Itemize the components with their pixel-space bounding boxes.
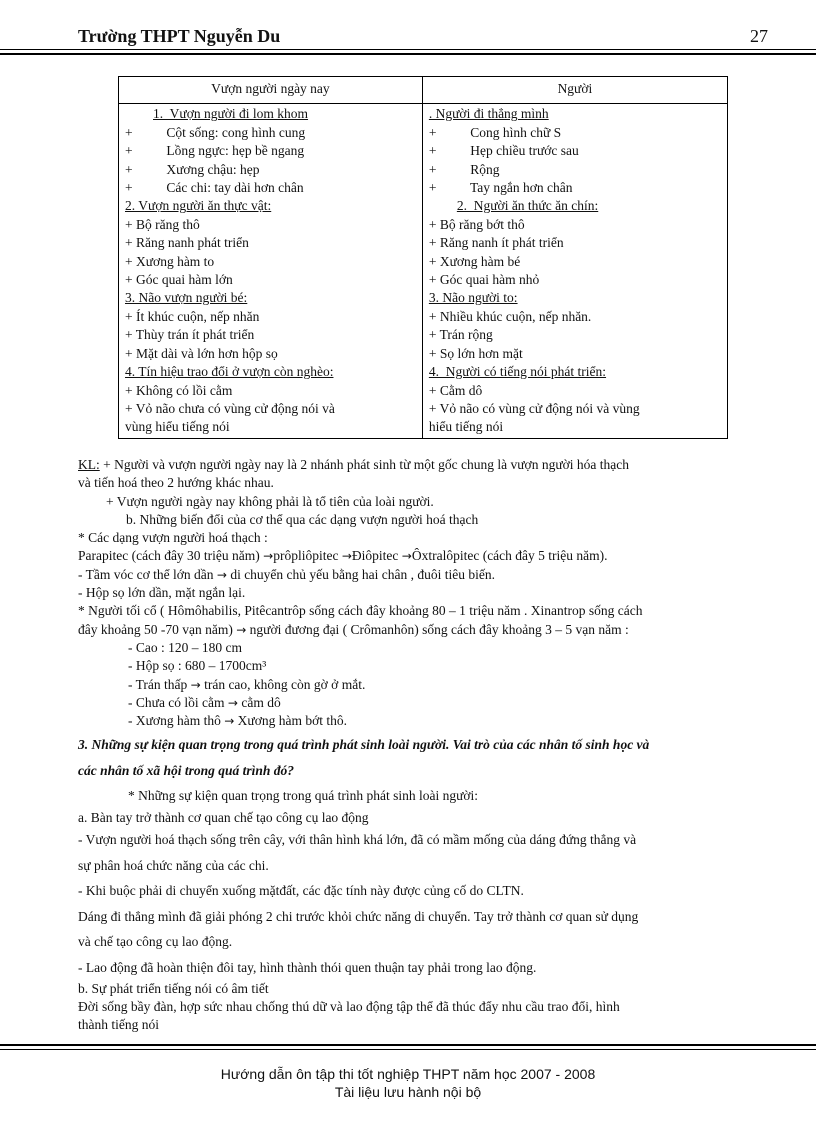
text: - Tầm vóc cơ thể lớn dần <box>78 566 214 582</box>
header-school: Trường THPT Nguyễn Du <box>78 26 281 46</box>
text: di chuyển chủ yếu bằng hai chân , đuôi tiêu biến. <box>230 566 495 582</box>
ancient-line1: * Người tối cổ ( Hômôhabilis, Pitêcantrôp sống cách đây khoảng 80 – 1 triệu năm . Xinantrop sống cách <box>78 603 643 619</box>
height-line: - Cao : 120 – 180 cm <box>128 639 242 655</box>
table-line: + Xương chậu: hẹp <box>125 161 260 177</box>
section3-question1: 3. Những sự kiện quan trọng trong quá trình phát sinh loài người. Vai trò của các nhân tố sinh học và <box>78 737 650 752</box>
b-title-2: b. Sự phát triển tiếng nói có âm tiết <box>78 981 269 996</box>
page-number: 27 <box>750 26 768 46</box>
text: - Xương hàm thô <box>128 713 221 729</box>
types-title: * Các dạng vượn người hoá thạch : <box>78 530 268 546</box>
section3-question2: các nhân tố xã hội trong quá trình đó? <box>78 762 295 778</box>
a-p1-line1: - Vượn người hoá thạch sống trên cây, với thân hình khá lớn, đã có mầm mống của dáng đứng thẳng và <box>78 832 637 847</box>
section3-block <box>78 732 764 1034</box>
table-col-human <box>422 104 727 438</box>
table-header-ape: Vượn người ngày nay <box>119 77 423 104</box>
footer-line1: Hướng dẫn ôn tập thi tốt nghiệp THPT năm học 2007 - 2008 <box>220 1066 596 1082</box>
table-line: + Tay ngắn hơn chân <box>428 180 573 196</box>
a-p3-line1: Dáng đi thẳng mình đã giải phóng 2 chi trước khỏi chức năng di chuyển. Tay trở thành cơ quan sử dụng <box>78 908 639 924</box>
ape-chain <box>78 547 764 565</box>
table-line: 4. Người có tiếng nói phát triển: <box>428 364 607 380</box>
table-line: + Xương hàm to <box>125 253 215 269</box>
arrow-icon: → <box>227 695 238 710</box>
table-line: 3. Não vượn người bé: <box>125 290 248 306</box>
table-line: 3. Não người to: <box>428 290 518 306</box>
header-rule-thick <box>0 53 816 55</box>
table-line: + Cong hình chữ S <box>428 124 562 140</box>
table-line: + Mặt dài và lớn hơn hộp sọ <box>125 345 278 361</box>
chain-item: Điôpitec <box>351 548 399 564</box>
a-p2: - Khi buộc phải di chuyển xuống mặtđất, các đặc tính này được củng cố do CLTN. <box>78 883 524 898</box>
table-line: + Không có lồi cằm <box>125 382 233 398</box>
text: - Chưa có lồi cằm <box>128 694 225 710</box>
skull-volume-line: - Hộp sọ : 680 – 1700cm³ <box>128 658 267 674</box>
table-line: + Cột sống: cong hình cung <box>125 124 306 140</box>
kl-line1: + Người và vượn người ngày nay là 2 nhánh phát sinh từ một gốc chung là vượn người hóa thạch <box>99 457 629 472</box>
b-p1-line1: Đời sống bầy đàn, hợp sức nhau chống thú dữ và lao động tập thể đã thúc đẩy nhu cầu trao đổi, hình <box>78 999 620 1014</box>
table-line: + Lồng ngực: hẹp bề ngang <box>125 143 305 159</box>
arrow-icon: → <box>224 714 235 729</box>
text: trán cao, không còn gờ ở mắt. <box>204 676 366 692</box>
table-col-ape <box>119 104 423 438</box>
b-p1-line2: thành tiếng nói <box>78 1017 159 1032</box>
table-line: + Các chi: tay dài hơn chân <box>125 180 304 196</box>
table-line: + Góc quai hàm lớn <box>125 272 233 288</box>
table-line: + Nhiều khúc cuộn, nếp nhăn. <box>428 308 592 324</box>
chin-line <box>78 694 764 712</box>
text: - Trán thấp <box>128 676 188 692</box>
table-line: + Trán rộng <box>428 327 493 343</box>
arrow-icon: → <box>263 549 274 564</box>
text: người đương đại ( Crômanhôn) sống cách đây khoảng 3 – 5 vạn năm : <box>249 621 629 637</box>
a-p1-line2: sự phân hoá chức năng của các chi. <box>78 857 269 873</box>
footer-line2: Tài liệu lưu hành nội bộ <box>334 1084 482 1100</box>
chain-item: prôpliôpitec <box>273 548 339 564</box>
events-title: * Những sự kiện quan trọng trong quá trình phát sinh loài người: <box>128 788 479 803</box>
footer-rule-thin <box>0 1049 816 1050</box>
ancient-line2 <box>78 621 764 639</box>
table-line: + Rộng <box>428 161 500 177</box>
chain-item: Ôxtralôpitec (cách đây 5 triệu năm). <box>411 548 608 564</box>
table-line: 2. Người ăn thức ăn chín: <box>456 198 599 214</box>
text: Xương hàm bớt thô. <box>237 713 347 729</box>
comparison-table <box>118 76 728 439</box>
text: đây khoảng 50 -70 vạn năm) <box>78 621 233 637</box>
table-line: . Người đi thẳng mình <box>428 106 549 122</box>
b-title: b. Những biến đổi của cơ thể qua các dạng vượn người hoá thạch <box>126 511 479 527</box>
a-p3-line2: và chế tạo công cụ lao động. <box>78 934 233 949</box>
table-line: + Vỏ não chưa có vùng cử động nói và <box>125 400 335 416</box>
table-line: + Góc quai hàm nhỏ <box>428 272 540 288</box>
table-line: hiểu tiếng nói <box>428 419 504 435</box>
chain-item: Parapitec (cách đây 30 triệu năm) <box>78 548 260 564</box>
table-line: + Xương hàm bé <box>428 253 521 269</box>
table-line: + Hẹp chiều trước sau <box>428 143 579 159</box>
a-p4: - Lao động đã hoàn thiện đôi tay, hình thành thói quen thuận tay phải trong lao động. <box>78 959 537 975</box>
arrow-icon: → <box>401 549 412 564</box>
forehead-line <box>78 676 764 694</box>
table-line: + Thùy trán ít phát triển <box>125 327 255 343</box>
skull-line: - Hộp sọ lớn dần, mặt ngắn lại. <box>78 585 246 601</box>
conclusion-block <box>78 456 764 730</box>
kl-line2: và tiến hoá theo 2 hướng khác nhau. <box>78 475 274 491</box>
table-line: vùng hiểu tiếng nói <box>125 419 230 435</box>
table-line: + Ít khúc cuộn, nếp nhăn <box>125 308 260 324</box>
a-title: a. Bàn tay trở thành cơ quan chế tạo công cụ lao động <box>78 809 369 825</box>
arrow-icon: → <box>190 677 201 692</box>
table-line: + Răng nanh phát triển <box>125 235 249 251</box>
text: cằm dô <box>241 694 281 710</box>
kl-line3: + Vượn người ngày nay không phải là tổ tiên của loài người. <box>106 493 434 509</box>
footer-rule-thick <box>0 1044 816 1046</box>
body-size-line <box>78 566 764 584</box>
table-line: + Răng nanh ít phát triển <box>428 235 564 251</box>
table-line: + Cằm dô <box>428 382 483 398</box>
table-line: + Bộ răng bớt thô <box>428 216 525 232</box>
table-line: 1. Vượn người đi lom khom <box>153 106 309 122</box>
table-line: + Sọ lớn hơn mặt <box>428 345 523 361</box>
jaw-line <box>78 712 764 730</box>
table-line: + Vỏ não có vùng cử động nói và vùng <box>428 400 640 416</box>
table-line: + Bộ răng thô <box>125 216 200 232</box>
header-rule-thin <box>0 49 816 50</box>
table-line: 4. Tín hiệu trao đổi ở vượn còn nghèo: <box>125 364 334 380</box>
table-line: 2. Vượn người ăn thực vật: <box>125 198 272 214</box>
arrow-icon: → <box>341 549 352 564</box>
table-header-human: Người <box>422 77 727 104</box>
kl-label: KL: <box>78 457 100 472</box>
arrow-icon: → <box>216 567 227 582</box>
arrow-icon: → <box>236 622 247 637</box>
